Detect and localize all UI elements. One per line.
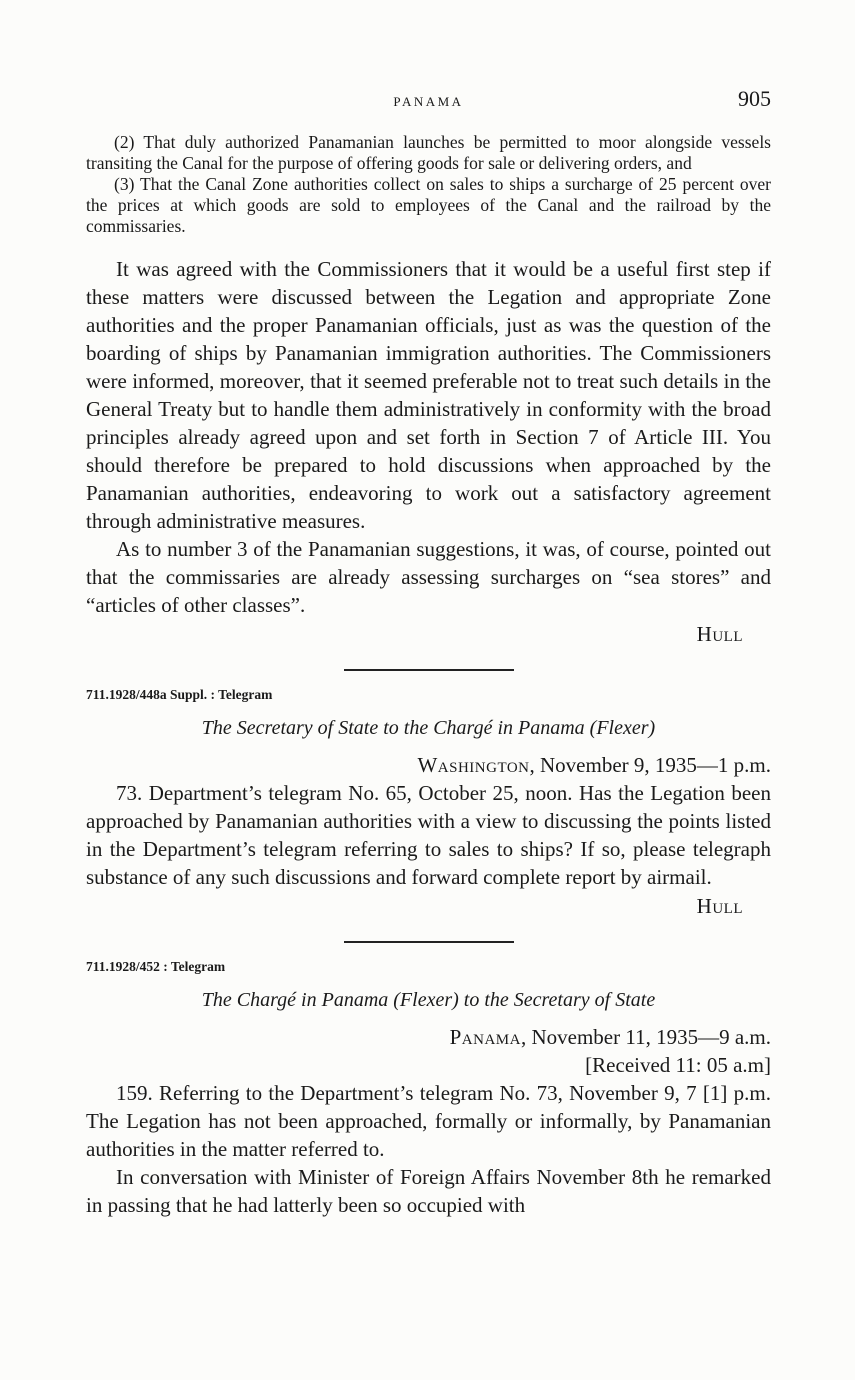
page-header — [86, 86, 771, 112]
dateline-rest: , November 11, 1935—9 a.m. — [520, 1025, 771, 1049]
received-line: [Received 11: 05 a.m] — [585, 1053, 771, 1077]
main-paragraph-1: It was agreed with the Commissioners that it would be a useful first step if these matters were discussed between the Legation and appropriate Zone authorities and the proper Panamanian officials, just as was the question of the boarding of ships by Panamanian immigration authorities. The Commissioners were informed, moreover, that it seemed preferable not to treat such details in the General Treaty but to handle them administratively in conformity with the broad principles already agreed upon and set forth in Section 7 of Article III. You should therefore be prepared to hold discussions when approached by the Panamanian authorities, endeavoring to work out a satisfactory agreement through administrative measures. — [86, 257, 771, 533]
dateline-rest: , November 9, 1935—1 p.m. — [529, 753, 771, 777]
signature-hull: Hull — [696, 622, 743, 646]
section-divider — [344, 669, 514, 671]
running-title: PANAMA — [393, 94, 464, 109]
dateline-place: Panama — [449, 1025, 521, 1049]
telegram-paragraph-2: In conversation with Minister of Foreign Affairs November 8th he remarked in passing that he had latterly been so occupied with — [86, 1165, 771, 1217]
dateline — [86, 751, 771, 779]
numbered-item-3: (3) That the Canal Zone authorities collect on sales to ships a surcharge of 25 percent over the prices at which goods are sold to employees of the Canal and the railroad by the commissaries. — [86, 174, 771, 236]
page-number: 905 — [738, 86, 771, 111]
document-citation: 711.1928/448a Suppl. : Telegram — [86, 687, 273, 702]
document-citation: 711.1928/452 : Telegram — [86, 959, 226, 974]
telegram-heading: The Secretary of State to the Chargé in Panama (Flexer) — [201, 717, 656, 739]
signature-hull: Hull — [696, 894, 743, 918]
dateline-place: Washington — [417, 753, 530, 777]
telegram-heading: The Chargé in Panama (Flexer) to the Secretary of State — [201, 989, 656, 1011]
telegram-body: 73. Department’s telegram No. 65, October 25, noon. Has the Legation been approached by Panamanian authorities with a view to discussing the points listed in the Department’s telegram referring to sales to ships? If so, please telegraph substance of any such discussions and forward complete report by airmail. — [86, 781, 771, 889]
telegram-paragraph-1: 159. Referring to the Department’s telegram No. 73, November 9, 7 [1] p.m. The Legation has not been approached, formally or informally, by Panamanian authorities in the matter referred to. — [86, 1081, 771, 1161]
section-divider — [344, 941, 514, 943]
numbered-item-2: (2) That duly authorized Panamanian launches be permitted to moor alongside vessels transiting the Canal for the purpose of offering goods for sale or delivering orders, and — [86, 132, 771, 173]
dateline — [86, 1023, 771, 1051]
main-paragraph-2: As to number 3 of the Panamanian suggestions, it was, of course, pointed out that the commissaries are already assessing surcharges on “sea stores” and “articles of other classes”. — [86, 537, 771, 617]
